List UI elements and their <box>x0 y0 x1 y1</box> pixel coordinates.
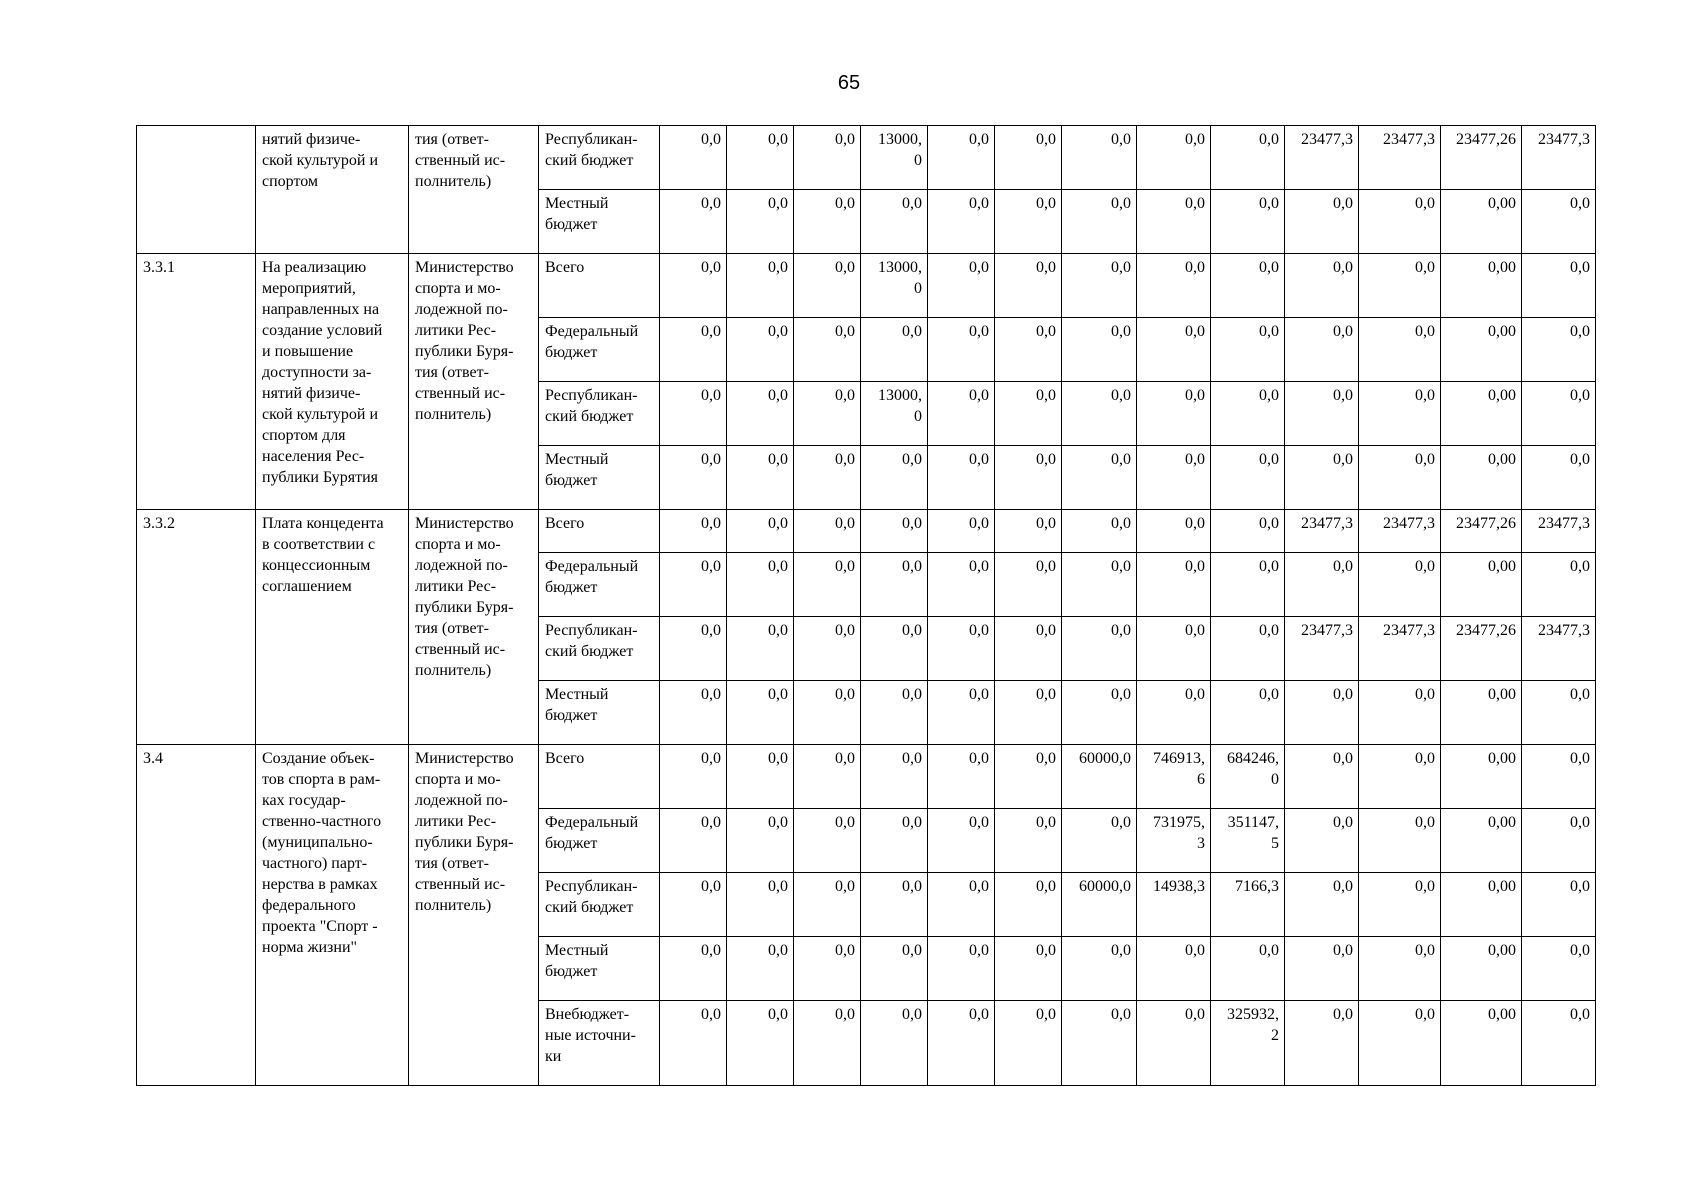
value-cell: 351147, 5 <box>1211 809 1285 873</box>
value-cell: 0,0 <box>928 254 995 318</box>
value-cell: 0,0 <box>1137 126 1211 190</box>
value-cell: 0,0 <box>1137 510 1211 553</box>
value-cell: 0,0 <box>794 745 861 809</box>
funding-source-cell: Республикан- ский бюджет <box>539 382 660 446</box>
value-cell: 0,0 <box>660 553 727 617</box>
value-cell: 0,0 <box>1285 553 1359 617</box>
value-cell: 0,0 <box>1211 446 1285 510</box>
value-cell: 0,0 <box>1062 382 1137 446</box>
item-code-cell: 3.4 <box>137 745 256 1086</box>
value-cell: 13000, 0 <box>861 126 928 190</box>
value-cell: 0,0 <box>1211 510 1285 553</box>
value-cell: 0,0 <box>1137 617 1211 681</box>
value-cell: 23477,3 <box>1522 617 1596 681</box>
value-cell: 0,0 <box>794 318 861 382</box>
funding-source-cell: Внебюджет- ные источни- ки <box>539 1001 660 1086</box>
value-cell: 0,0 <box>861 553 928 617</box>
value-cell: 0,0 <box>1062 190 1137 254</box>
value-cell: 0,0 <box>660 510 727 553</box>
executor-cell: тия (ответ- ственный ис- полнитель) <box>409 126 539 254</box>
value-cell: 0,0 <box>1285 809 1359 873</box>
value-cell: 0,0 <box>1062 126 1137 190</box>
value-cell: 0,0 <box>1137 937 1211 1001</box>
value-cell: 0,0 <box>1359 937 1441 1001</box>
value-cell: 0,0 <box>995 937 1062 1001</box>
value-cell: 0,0 <box>995 617 1062 681</box>
value-cell: 0,0 <box>995 190 1062 254</box>
value-cell: 0,0 <box>995 126 1062 190</box>
value-cell: 0,0 <box>928 553 995 617</box>
value-cell: 0,0 <box>1522 190 1596 254</box>
value-cell: 0,00 <box>1441 446 1522 510</box>
executor-cell: Министерство спорта и мо- лодежной по- литики Рес- публики Буря- тия (ответ- ственный ис- полнитель) <box>409 254 539 510</box>
page-number: 65 <box>837 72 861 94</box>
item-name-cell: нятий физиче- ской культурой и спортом <box>256 126 409 254</box>
value-cell: 0,00 <box>1441 318 1522 382</box>
funding-source-cell: Всего <box>539 745 660 809</box>
value-cell: 0,0 <box>660 382 727 446</box>
value-cell: 0,0 <box>794 809 861 873</box>
value-cell: 0,0 <box>928 617 995 681</box>
value-cell: 0,0 <box>794 510 861 553</box>
value-cell: 0,0 <box>660 937 727 1001</box>
value-cell: 0,0 <box>727 1001 794 1086</box>
value-cell: 0,0 <box>1211 382 1285 446</box>
value-cell: 731975, 3 <box>1137 809 1211 873</box>
value-cell: 0,0 <box>727 254 794 318</box>
value-cell: 0,0 <box>1285 318 1359 382</box>
value-cell: 0,0 <box>928 873 995 937</box>
value-cell: 23477,3 <box>1359 126 1441 190</box>
funding-source-cell: Федеральный бюджет <box>539 553 660 617</box>
value-cell: 0,0 <box>1359 681 1441 745</box>
item-code-cell: 3.3.1 <box>137 254 256 510</box>
value-cell: 0,0 <box>1522 254 1596 318</box>
value-cell: 0,0 <box>995 382 1062 446</box>
value-cell: 0,0 <box>1522 318 1596 382</box>
value-cell: 0,0 <box>794 553 861 617</box>
value-cell: 0,00 <box>1441 745 1522 809</box>
value-cell: 0,0 <box>1522 1001 1596 1086</box>
value-cell: 0,0 <box>1285 254 1359 318</box>
value-cell: 0,0 <box>1211 190 1285 254</box>
value-cell: 0,0 <box>861 190 928 254</box>
value-cell: 0,0 <box>1137 553 1211 617</box>
value-cell: 0,0 <box>727 745 794 809</box>
value-cell: 23477,26 <box>1441 126 1522 190</box>
value-cell: 0,00 <box>1441 553 1522 617</box>
funding-source-cell: Федеральный бюджет <box>539 809 660 873</box>
table-row <box>137 126 1596 190</box>
value-cell: 0,0 <box>727 190 794 254</box>
value-cell: 0,0 <box>928 745 995 809</box>
value-cell: 0,0 <box>727 809 794 873</box>
value-cell: 0,0 <box>794 1001 861 1086</box>
value-cell: 0,0 <box>1211 126 1285 190</box>
value-cell: 0,0 <box>660 873 727 937</box>
value-cell: 0,0 <box>727 553 794 617</box>
value-cell: 0,00 <box>1441 382 1522 446</box>
value-cell: 0,0 <box>1522 681 1596 745</box>
value-cell: 0,0 <box>794 937 861 1001</box>
value-cell: 0,0 <box>1137 190 1211 254</box>
value-cell: 0,0 <box>727 510 794 553</box>
value-cell: 0,0 <box>861 745 928 809</box>
value-cell: 0,0 <box>1285 937 1359 1001</box>
value-cell: 0,0 <box>1359 809 1441 873</box>
value-cell: 0,0 <box>1211 681 1285 745</box>
value-cell: 0,0 <box>1285 873 1359 937</box>
value-cell: 0,0 <box>995 681 1062 745</box>
value-cell: 0,00 <box>1441 937 1522 1001</box>
table-row <box>137 254 1596 318</box>
value-cell: 0,0 <box>1137 1001 1211 1086</box>
value-cell: 0,0 <box>1062 553 1137 617</box>
value-cell: 0,0 <box>928 809 995 873</box>
value-cell: 0,00 <box>1441 809 1522 873</box>
value-cell: 23477,26 <box>1441 510 1522 553</box>
value-cell: 0,0 <box>861 873 928 937</box>
value-cell: 0,0 <box>1522 809 1596 873</box>
funding-source-cell: Местный бюджет <box>539 681 660 745</box>
value-cell: 0,0 <box>660 318 727 382</box>
value-cell: 0,0 <box>1211 937 1285 1001</box>
item-name-cell: На реализацию мероприятий, направленных на создание условий и повышение доступности за- нятий физиче- ской культурой и спортом для населения Рес- публики Бурятия <box>256 254 409 510</box>
value-cell: 0,0 <box>660 126 727 190</box>
value-cell: 23477,3 <box>1285 126 1359 190</box>
value-cell: 0,0 <box>1359 553 1441 617</box>
value-cell: 0,0 <box>1285 1001 1359 1086</box>
value-cell: 0,00 <box>1441 681 1522 745</box>
value-cell: 0,0 <box>861 1001 928 1086</box>
value-cell: 0,0 <box>727 617 794 681</box>
value-cell: 0,0 <box>794 681 861 745</box>
value-cell: 0,0 <box>928 1001 995 1086</box>
value-cell: 0,0 <box>861 617 928 681</box>
value-cell: 0,0 <box>861 681 928 745</box>
value-cell: 60000,0 <box>1062 873 1137 937</box>
value-cell: 0,0 <box>794 126 861 190</box>
value-cell: 0,0 <box>995 446 1062 510</box>
value-cell: 0,0 <box>660 809 727 873</box>
value-cell: 0,0 <box>995 1001 1062 1086</box>
value-cell: 0,0 <box>727 446 794 510</box>
value-cell: 13000, 0 <box>861 382 928 446</box>
value-cell: 0,0 <box>660 446 727 510</box>
value-cell: 0,00 <box>1441 190 1522 254</box>
value-cell: 0,0 <box>995 318 1062 382</box>
value-cell: 0,0 <box>1211 318 1285 382</box>
value-cell: 0,0 <box>861 318 928 382</box>
value-cell: 0,0 <box>1211 553 1285 617</box>
item-code-cell: 3.3.2 <box>137 510 256 745</box>
value-cell: 0,0 <box>1062 318 1137 382</box>
value-cell: 23477,3 <box>1359 617 1441 681</box>
value-cell: 0,0 <box>928 318 995 382</box>
value-cell: 0,00 <box>1441 254 1522 318</box>
budget-table-container <box>136 125 1596 1086</box>
value-cell: 0,0 <box>1137 446 1211 510</box>
funding-source-cell: Всего <box>539 510 660 553</box>
value-cell: 0,0 <box>928 126 995 190</box>
value-cell: 0,0 <box>1359 318 1441 382</box>
value-cell: 0,00 <box>1441 1001 1522 1086</box>
funding-source-cell: Местный бюджет <box>539 446 660 510</box>
value-cell: 0,0 <box>660 254 727 318</box>
value-cell: 0,00 <box>1441 873 1522 937</box>
value-cell: 0,0 <box>861 809 928 873</box>
value-cell: 23477,3 <box>1285 617 1359 681</box>
item-code-cell <box>137 126 256 254</box>
value-cell: 0,0 <box>1285 382 1359 446</box>
value-cell: 0,0 <box>1522 553 1596 617</box>
budget-table <box>136 125 1596 1086</box>
value-cell: 0,0 <box>928 190 995 254</box>
value-cell: 0,0 <box>1522 937 1596 1001</box>
value-cell: 0,0 <box>660 617 727 681</box>
value-cell: 0,0 <box>1359 382 1441 446</box>
value-cell: 23477,26 <box>1441 617 1522 681</box>
funding-source-cell: Республикан- ский бюджет <box>539 126 660 190</box>
value-cell: 0,0 <box>1359 190 1441 254</box>
value-cell: 0,0 <box>660 1001 727 1086</box>
value-cell: 746913, 6 <box>1137 745 1211 809</box>
value-cell: 0,0 <box>1359 873 1441 937</box>
value-cell: 0,0 <box>1522 745 1596 809</box>
value-cell: 0,0 <box>1062 681 1137 745</box>
value-cell: 0,0 <box>1522 446 1596 510</box>
value-cell: 0,0 <box>995 809 1062 873</box>
value-cell: 0,0 <box>1137 382 1211 446</box>
value-cell: 0,0 <box>1285 681 1359 745</box>
value-cell: 0,0 <box>1285 446 1359 510</box>
value-cell: 0,0 <box>995 873 1062 937</box>
table-row <box>137 510 1596 553</box>
executor-cell: Министерство спорта и мо- лодежной по- литики Рес- публики Буря- тия (ответ- ственный ис- полнитель) <box>409 510 539 745</box>
value-cell: 0,0 <box>1137 318 1211 382</box>
value-cell: 0,0 <box>861 446 928 510</box>
value-cell: 0,0 <box>1285 745 1359 809</box>
value-cell: 0,0 <box>1062 617 1137 681</box>
value-cell: 0,0 <box>1062 937 1137 1001</box>
funding-source-cell: Республикан- ский бюджет <box>539 873 660 937</box>
value-cell: 23477,3 <box>1522 510 1596 553</box>
value-cell: 0,0 <box>794 254 861 318</box>
value-cell: 0,0 <box>1137 681 1211 745</box>
value-cell: 23477,3 <box>1285 510 1359 553</box>
value-cell: 0,0 <box>995 510 1062 553</box>
value-cell: 0,0 <box>1359 446 1441 510</box>
value-cell: 0,0 <box>1062 510 1137 553</box>
value-cell: 0,0 <box>928 681 995 745</box>
value-cell: 0,0 <box>1137 254 1211 318</box>
value-cell: 0,0 <box>727 681 794 745</box>
value-cell: 0,0 <box>928 510 995 553</box>
value-cell: 0,0 <box>995 553 1062 617</box>
value-cell: 0,0 <box>928 382 995 446</box>
value-cell: 0,0 <box>794 873 861 937</box>
value-cell: 0,0 <box>794 446 861 510</box>
value-cell: 0,0 <box>861 937 928 1001</box>
value-cell: 0,0 <box>1062 809 1137 873</box>
value-cell: 0,0 <box>1359 254 1441 318</box>
funding-source-cell: Республикан- ский бюджет <box>539 617 660 681</box>
value-cell: 7166,3 <box>1211 873 1285 937</box>
value-cell: 0,0 <box>727 937 794 1001</box>
value-cell: 0,0 <box>1211 254 1285 318</box>
value-cell: 0,0 <box>794 190 861 254</box>
value-cell: 0,0 <box>861 510 928 553</box>
value-cell: 0,0 <box>794 617 861 681</box>
value-cell: 60000,0 <box>1062 745 1137 809</box>
value-cell: 0,0 <box>1359 1001 1441 1086</box>
value-cell: 23477,3 <box>1359 510 1441 553</box>
value-cell: 0,0 <box>1522 382 1596 446</box>
value-cell: 0,0 <box>1211 617 1285 681</box>
value-cell: 0,0 <box>995 254 1062 318</box>
value-cell: 0,0 <box>727 318 794 382</box>
funding-source-cell: Всего <box>539 254 660 318</box>
value-cell: 0,0 <box>928 937 995 1001</box>
value-cell: 0,0 <box>727 382 794 446</box>
funding-source-cell: Федеральный бюджет <box>539 318 660 382</box>
funding-source-cell: Местный бюджет <box>539 190 660 254</box>
value-cell: 0,0 <box>1062 446 1137 510</box>
value-cell: 0,0 <box>727 126 794 190</box>
funding-source-cell: Местный бюджет <box>539 937 660 1001</box>
executor-cell: Министерство спорта и мо- лодежной по- литики Рес- публики Буря- тия (ответ- ственный ис- полнитель) <box>409 745 539 1086</box>
value-cell: 0,0 <box>1062 254 1137 318</box>
value-cell: 0,0 <box>1285 190 1359 254</box>
value-cell: 684246, 0 <box>1211 745 1285 809</box>
value-cell: 0,0 <box>1359 745 1441 809</box>
value-cell: 0,0 <box>1522 873 1596 937</box>
value-cell: 14938,3 <box>1137 873 1211 937</box>
value-cell: 13000, 0 <box>861 254 928 318</box>
value-cell: 23477,3 <box>1522 126 1596 190</box>
item-name-cell: Плата концедента в соответствии с концессионным соглашением <box>256 510 409 745</box>
value-cell: 0,0 <box>995 745 1062 809</box>
value-cell: 0,0 <box>928 446 995 510</box>
value-cell: 0,0 <box>660 745 727 809</box>
item-name-cell: Создание объек- тов спорта в рам- ках государ- ственно-частного (муниципально- частного) парт- нерства в рамках федерального проекта "Спорт - норма жизни" <box>256 745 409 1086</box>
value-cell: 325932, 2 <box>1211 1001 1285 1086</box>
value-cell: 0,0 <box>660 681 727 745</box>
value-cell: 0,0 <box>1062 1001 1137 1086</box>
value-cell: 0,0 <box>794 382 861 446</box>
value-cell: 0,0 <box>660 190 727 254</box>
value-cell: 0,0 <box>727 873 794 937</box>
table-row <box>137 745 1596 809</box>
